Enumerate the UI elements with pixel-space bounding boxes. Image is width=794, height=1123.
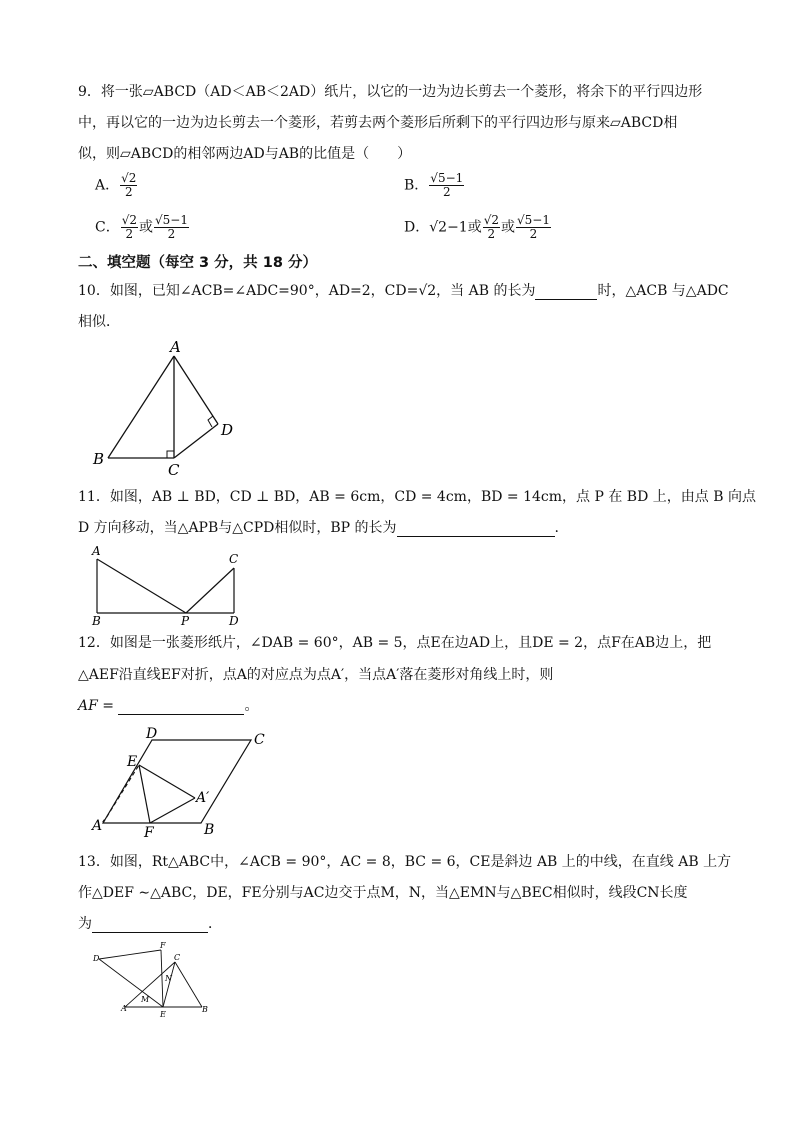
q9-option-d (404, 214, 552, 241)
section-heading: 二、填空题（每空 3 分，共 18 分） (78, 255, 317, 271)
q9-option-a (95, 172, 138, 199)
q13-label-d: D (93, 954, 100, 963)
q12-label-d: D (146, 726, 158, 742)
q12-label-b: B (204, 822, 215, 838)
q12-label-e: E (127, 754, 138, 770)
q12-label-c: C (254, 732, 265, 748)
q13-label-b: B (202, 1005, 208, 1014)
q13-label-e: E (160, 1010, 166, 1019)
q13-figure (88, 940, 218, 1020)
q9-option-b-label: B． (404, 177, 429, 194)
q9-option-d-fraction-1: $\frac{√2}{2}$ (483, 213, 499, 241)
q12-line-2: △AEF沿直线EF对折，点A的对应点为点A′，当点A′落在菱形对角线上时，则 (78, 667, 554, 683)
q13-label-c: C (174, 953, 181, 962)
q12-figure (88, 724, 288, 840)
q9-option-c-or: 或 (139, 219, 153, 236)
q11-label-d: D (229, 614, 239, 628)
q9-option-d-fraction-2: $\frac{√5-1}{2}$ (516, 213, 550, 241)
q11-label-c: C (229, 552, 239, 566)
q10-label-a: A (170, 338, 181, 356)
q9-option-b-fraction: $\frac{√5-1}{2}$ (430, 171, 464, 199)
q10-label-d: D (221, 421, 234, 439)
q11-text-b: . (554, 520, 559, 536)
q13-line-2: 作△DEF ∼△ABC，DE，FE分别与AC边交于点M，N，当△EMN与△BEC相似时，线段CN长度 (78, 885, 688, 901)
q10-line-2: 相似． (78, 314, 120, 330)
q10-answer-blank[interactable] (535, 285, 597, 300)
q13-label-a: A (121, 1004, 127, 1013)
q9-option-a-fraction: $\frac{√2}{2}$ (121, 171, 137, 199)
q11-text-a: D 方向移动，当△APB与△CPD相似时，BP 的长为 (78, 520, 397, 536)
q9-option-c-fraction-1: $\frac{√2}{2}$ (121, 213, 137, 241)
q12-line-1: 12．如图是一张菱形纸片，∠DAB = 60°，AB = 5，点E在边AD上，且DE = 2，点F在AB边上，把 (78, 635, 712, 651)
q12-text-a: AF = (78, 698, 115, 714)
q11-line-2 (78, 519, 559, 537)
q9-line-2: 中，再以它的一边为边长剪去一个菱形，若剪去两个菱形后所剩下的平行四边形与原来▱ABCD相 (78, 115, 678, 131)
q13-text-b: ． (208, 916, 222, 932)
q12-answer-blank[interactable] (118, 700, 244, 715)
q13-line-1: 13．如图，Rt△ABC中，∠ACB = 90°，AC = 8，BC = 6，CE是斜边 AB 上的中线，在直线 AB 上方 (78, 854, 732, 870)
q9-option-b (404, 172, 465, 199)
q9-option-c (95, 214, 190, 241)
q9-option-a-label: A． (95, 177, 120, 194)
q9-line-1: 9．将一张▱ABCD（AD＜AB＜2AD）纸片，以它的一边为边长剪去一个菱形，将余下的平行四边形 (78, 84, 703, 100)
q9-option-d-or: 或 (500, 219, 515, 236)
q12-text-b: 。 (244, 698, 259, 714)
q13-answer-blank[interactable] (92, 918, 208, 933)
q13-label-n: N (165, 974, 172, 983)
q13-label-m: M (141, 995, 150, 1004)
q10-label-b: B (93, 450, 105, 468)
q10-text-b: 时，△ACB 与△ADC (597, 283, 729, 299)
q13-line-3 (78, 915, 222, 933)
q9-option-d-label: D． (404, 219, 430, 236)
q12-label-a-prime: A′ (92, 818, 106, 834)
q9-option-d-prefix: √2−1或 (429, 219, 482, 236)
q9-option-c-label: C． (95, 219, 120, 236)
q9-line-3: 似，则▱ABCD的相邻两边AD与AB的比值是（ ） (78, 146, 412, 162)
q10-figure (88, 338, 248, 478)
q10-line-1 (78, 282, 729, 300)
q12-label-a-prime-fold: A′ (196, 790, 210, 806)
q12-line-3 (78, 697, 258, 715)
q11-label-a: A (92, 544, 101, 558)
q10-label-c: C (168, 461, 180, 479)
q10-text-a: 10．如图，已知∠ACB=∠ADC=90°，AD=2，CD=√2，当 AB 的长为 (78, 283, 536, 299)
q9-option-c-fraction-2: $\frac{√5-1}{2}$ (155, 213, 188, 241)
q12-label-f: F (144, 825, 154, 841)
q11-figure (88, 543, 248, 628)
q13-label-f: F (160, 941, 166, 950)
q11-label-p: P (181, 614, 190, 628)
q11-line-1: 11．如图，AB ⊥ BD，CD ⊥ BD，AB = 6cm，CD = 4cm，BD = 14cm，点 P 在 BD 上，由点 B 向点 (78, 489, 756, 505)
q11-answer-blank[interactable] (397, 522, 555, 537)
q11-label-b: B (92, 614, 101, 628)
q13-text-a: 为 (78, 916, 92, 932)
